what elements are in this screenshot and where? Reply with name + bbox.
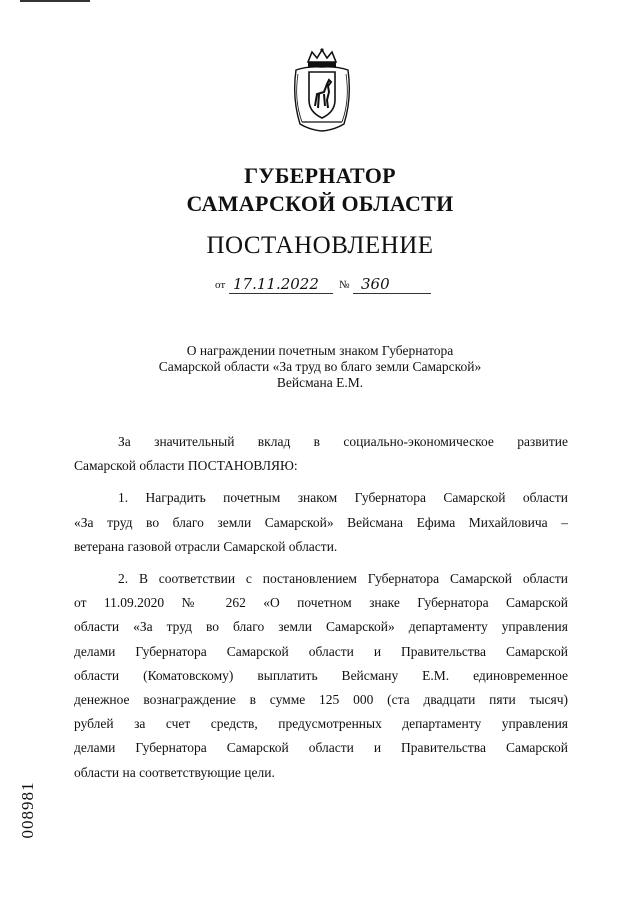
body-line: Самарской области ПОСТАНОВЛЯЮ: [74, 458, 298, 474]
document-type: ПОСТАНОВЛЕНИЕ [206, 232, 434, 259]
body-line: За значительный вклад в социально-экономическое развитие [118, 434, 568, 449]
side-registration-stamp [8, 780, 48, 840]
subject-line: Вейсмана Е.М. [276, 375, 364, 390]
date-from-label: от [215, 279, 226, 291]
number-label: № [339, 279, 350, 291]
body-line: «За труд во благо земли Самарской» Вейсмана Ефима Михайловича – [74, 514, 568, 530]
document-body [74, 430, 568, 785]
body-line: 1. Наградить почетным знаком Губернатора Самарской области [118, 490, 568, 506]
subject-line: Самарской области «За труд во благо земли Самарской» [158, 359, 482, 374]
body-line: от 11.09.2020 № 262 «О почетном знаке Губернатора Самарской [74, 595, 568, 611]
body-line: делами Губернатора Самарской области и Правительства Самарской [74, 643, 568, 659]
body-line: области на соответствующие цели. [74, 764, 275, 780]
date-underline [229, 293, 333, 294]
body-line: рублей за счет средств, предусмотренных департаменту управления [74, 716, 568, 732]
issuer-title-line2: САМАРСКОЙ ОБЛАСТИ [186, 191, 454, 216]
body-line: ветерана газовой отрасли Самарской области. [74, 538, 338, 554]
registration-number: 008981 [18, 781, 37, 839]
issuer-title-line1: ГУБЕРНАТОР [244, 163, 396, 188]
body-line: делами Губернатора Самарской области и Правительства Самарской [74, 740, 568, 756]
scan-edge-mark [20, 0, 90, 2]
handwritten-number: 360 [361, 275, 390, 293]
body-line: денежное вознаграждение в сумме 125 000 (ста двадцати пяти тысяч) [74, 692, 568, 708]
date-number-line [215, 274, 435, 296]
handwritten-date: 17.11.2022 [233, 275, 319, 293]
body-line: 2. В соответствии с постановлением Губернатора Самарской области [118, 571, 568, 587]
body-line: области «За труд во благо земли Самарской» департаменту управления [74, 619, 568, 635]
number-underline [353, 293, 431, 294]
samara-coat-of-arms-icon [290, 48, 354, 132]
body-line: области (Коматовскому) выплатить Вейсману Е.М. единовременное [74, 667, 568, 683]
subject-line: О награждении почетным знаком Губернатора [186, 343, 454, 358]
document-subject [100, 343, 540, 391]
